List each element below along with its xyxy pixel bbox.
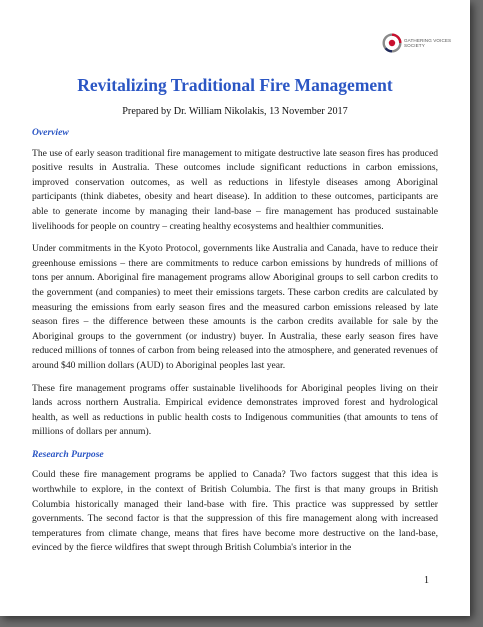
- logo-line-1: GATHERING VOICES: [404, 37, 452, 43]
- section-heading-research-purpose: Research Purpose: [32, 448, 104, 460]
- logo-wordmark: [404, 38, 451, 48]
- overview-paragraph-2: Under commitments in the Kyoto Protocol, governments like Australia and Canada, have to reduce their greenhouse emissions – there are commitments to reduce carbon emissions by hundreds of millions of tons per annum. Aboriginal fire management programs allow Aboriginal groups to sell carbon credits to the government (and companies) to meet their emissions targets. These carbon credits are calculated by measuring the emissions from early season fires and the measured carbon emissions released by late season fires – the difference between these amounts is the carbon credits available for sale by the Aboriginal groups to the government (or industry) buyer. In Australia, these early season fires have reduced millions of tonnes of carbon from being released into the atmosphere, and generated revenues of around $40 million dollars (AUD) to Aboriginal peoples last year.: [32, 243, 438, 371]
- document-title: Revitalizing Traditional Fire Management: [77, 75, 393, 95]
- logo-mark-icon: [382, 33, 402, 53]
- section-heading-overview: Overview: [32, 127, 69, 138]
- overview-paragraph-1: The use of early season traditional fire management to mitigate destructive late season fires has produced positive results in Australia. These outcomes include significant reductions in carbon emissions, improved conservation outcomes, as well as reductions in lifestyle diseases among Aboriginal participants (think diabetes, obesity and heart disease). In addition to these outcomes, participants are able to generate income by managing their land-base – fire management has produced sustainable livelihoods for people on country – creating healthy ecosystems and healthier communities.: [32, 147, 438, 232]
- logo-line-2: SOCIETY: [404, 43, 425, 48]
- page-number: 1: [424, 575, 429, 586]
- overview-paragraph-3: These fire management programs offer sustainable livelihoods for Aboriginal peoples living on their lands across northern Australia. Empirical evidence demonstrates improved forest and hydrological health, as well as reductions in public health costs to Indigenous communities (that amounts to tens of millions of dollars per annum).: [32, 382, 438, 438]
- document-body: [32, 126, 438, 564]
- document-byline: Prepared by Dr. William Nikolakis, 13 November 2017: [122, 106, 348, 117]
- gathering-voices-logo: [382, 33, 451, 53]
- research-purpose-paragraph-1: Could these fire management programs be applied to Canada? Two factors suggest that this idea is worthwhile to explore, in the context of British Columbia. The first is that many groups in British Columbia historically managed their land-base with fire. This practice was suppressed by settler governments. The second factor is that the suppression of this fire management along with increased temperatures from climate change, means that fires have become more destructive on the land-base, evinced by the fierce wildfires that swept through British Columbia's interior in the: [32, 469, 438, 554]
